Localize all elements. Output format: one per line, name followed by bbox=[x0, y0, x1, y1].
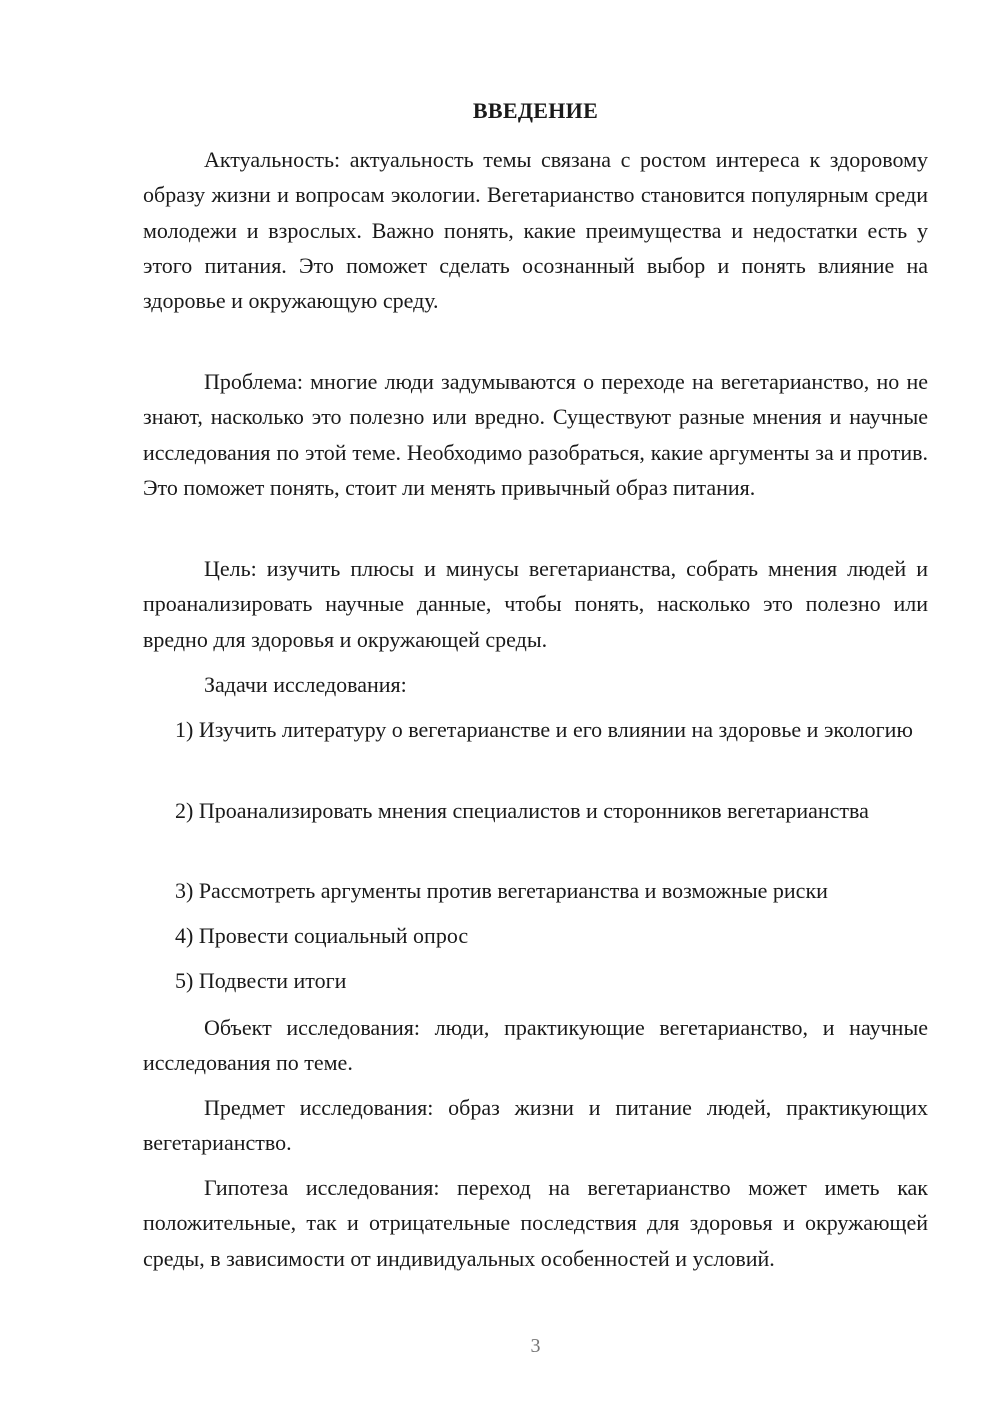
page-number: 3 bbox=[530, 1335, 541, 1357]
section-heading: ВВЕДЕНИЕ bbox=[472, 98, 599, 123]
goal-paragraph: Цель: изучить плюсы и минусы вегетарианства, собрать мнения людей и проанализировать научные данные, чтобы понять, насколько это полезно или вредно для здоровья и окружающей среды. bbox=[143, 556, 928, 652]
tasks-heading: Задачи исследования: bbox=[204, 672, 407, 697]
task-item-5: 5) Подвести итоги bbox=[175, 968, 347, 993]
task-item-2: 2) Проанализировать мнения специалистов и сторонников вегетарианства bbox=[175, 798, 869, 823]
problem-paragraph: Проблема: многие люди задумываются о переходе на вегетарианство, но не знают, насколько это полезно или вредно. Существуют разные мнения и научные исследования по этой теме. Необходимо разобраться, какие аргументы за и против. Это поможет понять, стоит ли менять привычный образ питания. bbox=[143, 369, 928, 500]
task-item-1: 1) Изучить литературу о вегетарианстве и его влиянии на здоровье и экологию bbox=[175, 717, 913, 742]
hypothesis-paragraph: Гипотеза исследования: переход на вегетарианство может иметь как положительные, так и отрицательные последствия для здоровья и окружающей среды, в зависимости от индивидуальных особенностей и условий. bbox=[143, 1175, 928, 1271]
subject-paragraph: Предмет исследования: образ жизни и питание людей, практикующих вегетарианство. bbox=[143, 1095, 928, 1156]
task-item-4: 4) Провести социальный опрос bbox=[175, 923, 469, 948]
relevance-paragraph: Актуальность: актуальность темы связана с ростом интереса к здоровому образу жизни и вопросам экологии. Вегетарианство становится популярным среди молодежи и взрослых. Важно понять, какие преимущества и недостатки есть у этого питания. Это поможет сделать осознанный выбор и понять влияние на здоровье и окружающую среду. bbox=[143, 147, 928, 314]
object-paragraph: Объект исследования: люди, практикующие вегетарианство, и научные исследования по теме. bbox=[143, 1015, 928, 1076]
task-item-3: 3) Рассмотреть аргументы против вегетарианства и возможные риски bbox=[175, 878, 828, 903]
